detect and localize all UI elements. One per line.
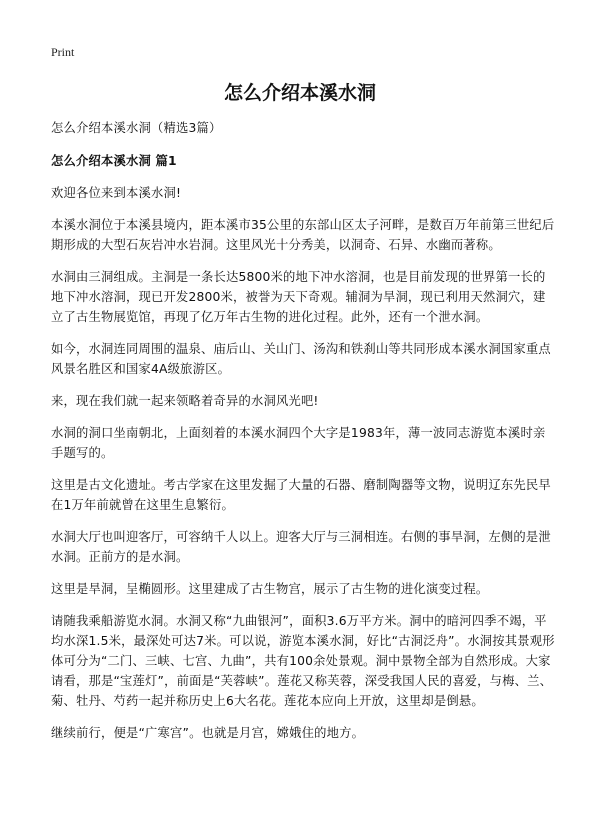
paragraph: 请随我乘船游览水洞。水洞又称“九曲银河”，面积3.6万平方米。洞中的暗河四季不竭，平均水深1.5米，最深处可达7米。可以说，游览本溪水洞，好比“古洞泛舟”。水洞按其景观形体可分为“二门、三峡、七宫、九曲”，共有100余处景观。洞中景物全部为自然形成。大家请看，那是“宝莲灯”，前面是“芙蓉峡”。莲花又称芙蓉，深受我国人民的喜爱，与梅、兰、菊、牡丹、芍药一起并称历史上6大名花。莲花本应向上开放，这里却是倒悬。 bbox=[51, 614, 555, 708]
paragraph: 这里是古文化遗址。考古学家在这里发掘了大量的石器、磨制陶器等文物，说明辽东先民早在1万年前就曾在这里生息繁衍。 bbox=[51, 478, 551, 512]
paragraph: 欢迎各位来到本溪水洞! bbox=[51, 186, 182, 200]
paragraph: 水洞大厅也叫迎客厅，可容纳千人以上。迎客大厅与三洞相连。右侧的事旱洞，左侧的是泄水洞。正前方的是水洞。 bbox=[51, 530, 551, 564]
page-title: 怎么介绍本溪水洞 bbox=[223, 82, 376, 104]
paragraph: 水洞的洞口坐南朝北，上面刻着的本溪水洞四个大字是1983年，薄一波同志游览本溪时亲手题写的。 bbox=[51, 426, 546, 460]
article-body bbox=[51, 118, 555, 755]
paragraph: 来，现在我们就一起来领略着奇异的水洞风光吧! bbox=[51, 394, 319, 408]
paragraph: 继续前行，便是“广寒宫”。也就是月宫，嫦娥住的地方。 bbox=[51, 726, 365, 740]
paragraph: 本溪水洞位于本溪县境内，距本溪市35公里的东部山区太子河畔，是数百万年前第三世纪后期形成的大型石灰岩冲水岩洞。这里风光十分秀美，以洞奇、石异、水幽而著称。 bbox=[51, 218, 555, 252]
print-link[interactable]: Print bbox=[51, 45, 75, 59]
section-heading: 怎么介绍本溪水洞 篇1 bbox=[51, 154, 177, 168]
paragraph: 水洞由三洞组成。主洞是一条长达5800米的地下冲水溶洞，也是目前发现的世界第一长的地下冲水溶洞，现已开发2800米，被誉为天下奇观。辅洞为旱洞，现已利用天然洞穴，建立了古生物展览馆，再现了亿万年古生物的进化过程。此外，还有一个泄水洞。 bbox=[51, 270, 546, 324]
paragraph: 如今，水洞连同周围的温泉、庙后山、关山门、汤沟和铁刹山等共同形成本溪水洞国家重点风景名胜区和国家4A级旅游区。 bbox=[51, 342, 551, 376]
paragraph: 这里是旱洞，呈椭圆形。这里建成了古生物宫，展示了古生物的进化演变过程。 bbox=[51, 582, 489, 596]
article-subtitle: 怎么介绍本溪水洞（精选3篇） bbox=[51, 121, 222, 135]
